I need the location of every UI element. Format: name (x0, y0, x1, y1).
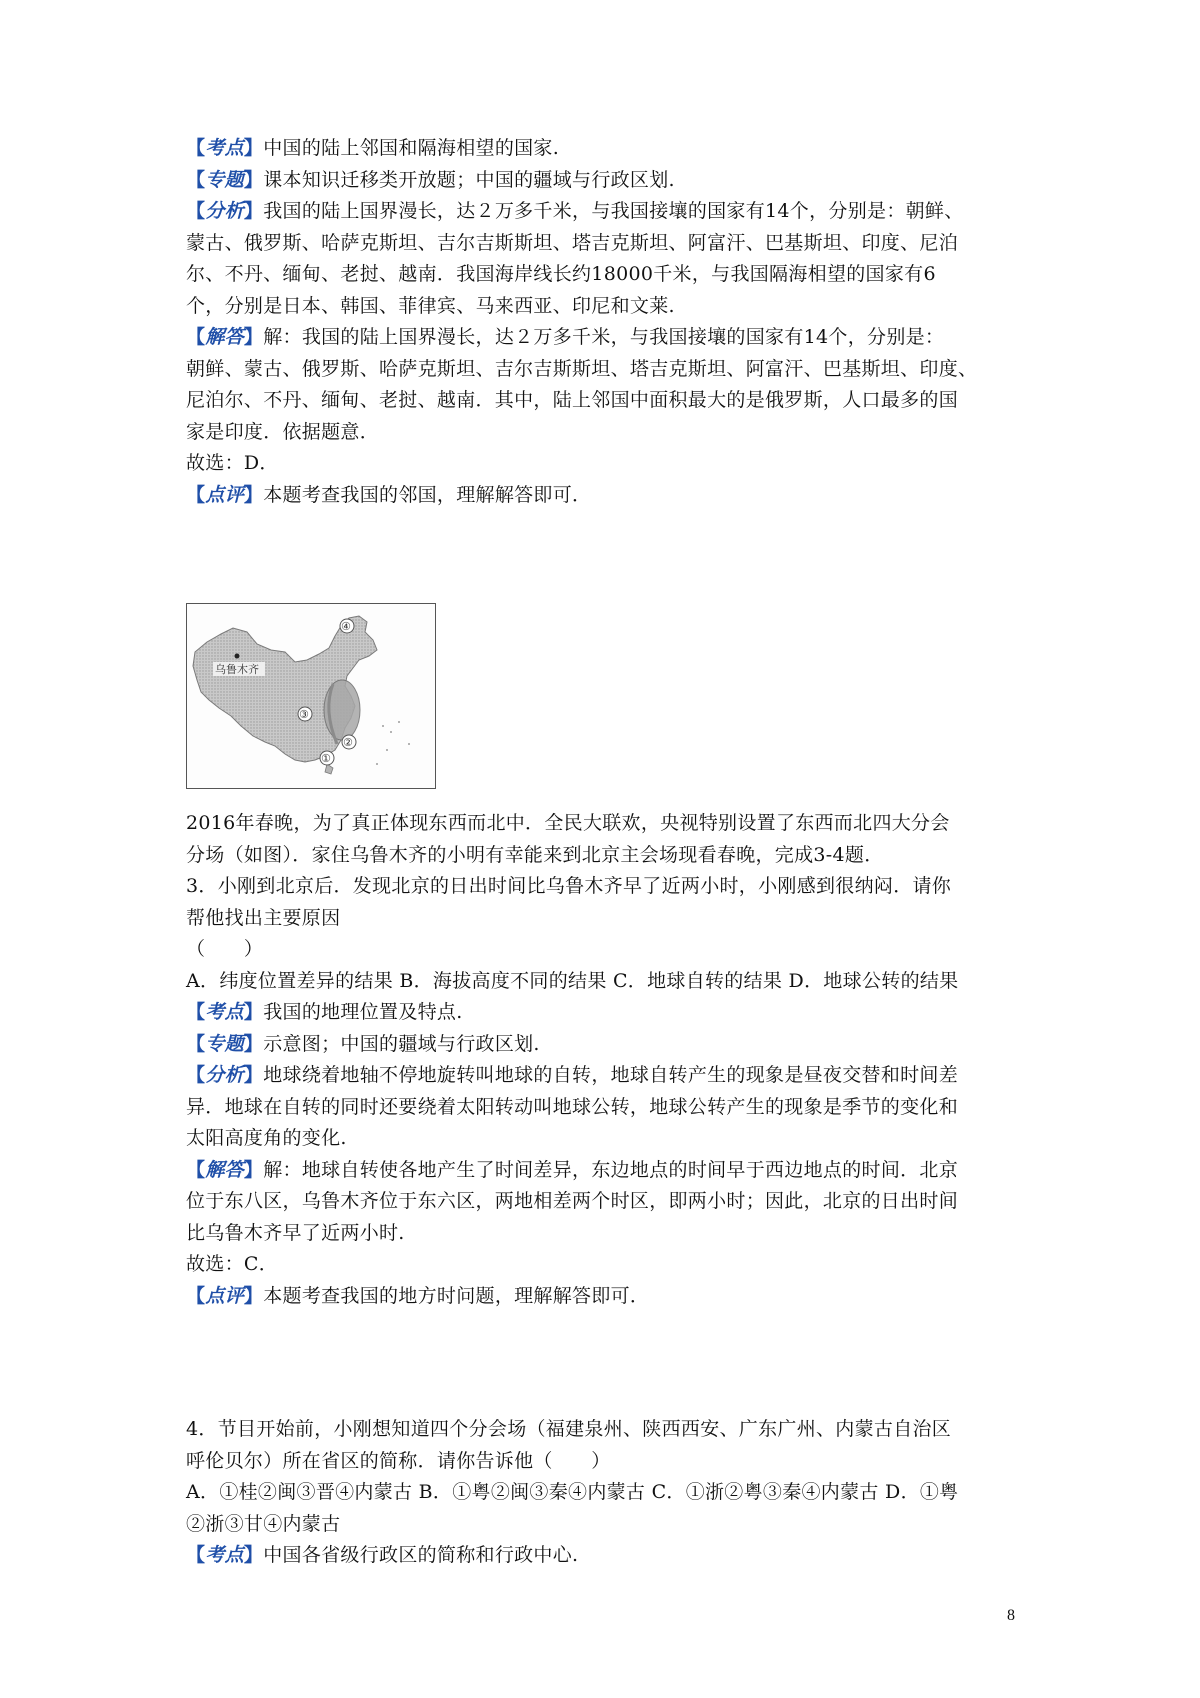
options-text: ②浙③甘④内蒙古 (186, 1512, 341, 1535)
jieda-tag: 【解答】 (186, 1158, 264, 1181)
kaodian-line (186, 133, 1032, 165)
jieda-text: 尼泊尔、不丹、缅甸、老挝、越南．其中，陆上邻国中面积最大的是俄罗斯，人口最多的国 (186, 389, 959, 411)
jieda-text: 朝鲜、蒙古、俄罗斯、哈萨克斯坦、吉尔吉斯斯坦、塔吉克斯坦、阿富汗、巴基斯坦、印度、 (186, 357, 978, 380)
svg-text:③: ③ (299, 708, 309, 721)
zhuanti-line (186, 165, 1032, 197)
page-number: 8 (1007, 1607, 1015, 1624)
question-text: 3．小刚到北京后．发现北京的日出时间比乌鲁木齐早了近两小时，小刚感到很纳闷．请你 (186, 875, 952, 897)
section1-explanation (186, 133, 1032, 511)
zhuanti-text: 示意图；中国的疆域与行政区划. (263, 1032, 540, 1055)
marker-3 (298, 707, 312, 721)
marker-4 (340, 619, 354, 633)
dianping-line (186, 1281, 1032, 1313)
fenxi-text: 我国的陆上国界漫长，达２万多千米，与我国接壤的国家有14个，分别是：朝鲜、 (263, 200, 964, 222)
kaodian-tag: 【考点】 (186, 1544, 264, 1566)
marker-1 (320, 751, 334, 765)
dianping-text: 本题考查我国的邻国，理解解答即可． (263, 483, 592, 506)
question3-block (186, 808, 1032, 1312)
kaodian-line (186, 997, 1032, 1029)
zhuanti-tag: 【专题】 (186, 1032, 264, 1055)
dianping-text: 本题考查我国的地方时问题，理解解答即可． (263, 1284, 650, 1307)
fenxi-text: 太阳高度角的变化. (186, 1127, 347, 1149)
jieda-tag: 【解答】 (186, 326, 264, 348)
options-text: A．纬度位置差异的结果 B．海拔高度不同的结果 C．地球自转的结果 D．地球公转的结果 (186, 969, 959, 992)
kaodian-text: 中国各省级行政区的简称和行政中心. (263, 1544, 579, 1566)
intro-text: 2016年春晚，为了真正体现东西而北中．全民大联欢，央视特别设置了东西而北四大分会 (186, 812, 950, 834)
svg-text:①: ① (321, 752, 331, 765)
jieda-line (186, 1155, 1032, 1187)
options-text: A．①桂②闽③晋④内蒙古 B．①粤②闽③秦④内蒙古 C．①浙②粤③秦④内蒙古 D．①粤 (186, 1481, 959, 1503)
china-map-figure (186, 603, 436, 789)
jieda-text: 解：我国的陆上国界漫长，达２万多千米，与我国接壤的国家有14个，分别是： (263, 326, 945, 348)
hainan-island (325, 764, 333, 774)
zhuanti-tag: 【专题】 (186, 168, 264, 191)
jieda-text: 位于东八区，乌鲁木齐位于东六区，两地相差两个时区，即两小时；因此，北京的日出时间 (186, 1190, 959, 1212)
jieda-text: 比乌鲁木齐早了近两小时. (186, 1221, 405, 1244)
dianping-tag: 【点评】 (186, 1284, 264, 1307)
fenxi-text: 蒙古、俄罗斯、哈萨克斯坦、吉尔吉斯斯坦、塔吉克斯坦、阿富汗、巴基斯坦、印度、尼泊 (186, 231, 959, 254)
kaodian-text: 中国的陆上邻国和隔海相望的国家. (263, 137, 560, 159)
jieda-text: 解：地球自转使各地产生了时间差异，东边地点的时间早于西边地点的时间．北京 (263, 1158, 959, 1181)
fenxi-text: 尔、不丹、缅甸、老挝、越南．我国海岸线长约18000千米，与我国隔海相望的国家有6 (186, 263, 936, 285)
kaodian-tag: 【考点】 (186, 137, 264, 159)
china-map (187, 604, 434, 787)
svg-text:④: ④ (341, 620, 351, 633)
urumqi-dot (235, 654, 240, 659)
svg-text:②: ② (343, 736, 353, 749)
urumqi-label: 乌鲁木齐 (215, 663, 259, 676)
marker-2 (342, 735, 356, 749)
fenxi-tag: 【分析】 (186, 200, 264, 222)
fenxi-text: 地球绕着地轴不停地旋转叫地球的自转，地球自转产生的现象是昼夜交替和时间差 (263, 1064, 959, 1086)
jieda-text: 家是印度．依据题意． (186, 420, 380, 443)
kaodian-line (186, 1540, 1032, 1572)
jieda-line (186, 322, 1032, 354)
intro-text: 分场（如图）．家住乌鲁木齐的小明有幸能来到北京主会场现看春晚，完成3-4题． (186, 843, 884, 866)
answer-blank: （ ） (186, 938, 264, 960)
answer-text: 故选：C． (186, 1253, 279, 1275)
question4-block (186, 1414, 1032, 1572)
fenxi-text: 异．地球在自转的同时还要绕着太阳转动叫地球公转，地球公转产生的现象是季节的变化和 (186, 1095, 959, 1118)
question-text: 呼伦贝尔）所在省区的简称．请你告诉他（ ） (186, 1449, 611, 1472)
zhuanti-line (186, 1029, 1032, 1061)
sea-islands (376, 721, 410, 765)
dianping-line (186, 480, 1032, 512)
fenxi-line (186, 196, 1032, 228)
fenxi-line (186, 1060, 1032, 1092)
zhuanti-text: 课本知识迁移类开放题；中国的疆域与行政区划. (263, 168, 675, 191)
question-text: 帮他找出主要原因 (186, 906, 341, 929)
kaodian-tag: 【考点】 (186, 1001, 264, 1023)
fenxi-tag: 【分析】 (186, 1064, 264, 1086)
dianping-tag: 【点评】 (186, 483, 264, 506)
fenxi-text: 个，分别是日本、韩国、菲律宾、马来西亚、印尼和文莱. (186, 294, 675, 317)
question-text: 4．节目开始前，小刚想知道四个分会场（福建泉州、陕西西安、广东广州、内蒙古自治区 (186, 1418, 952, 1440)
kaodian-text: 我国的地理位置及特点. (263, 1001, 463, 1023)
answer-text: 故选：D． (186, 452, 279, 474)
